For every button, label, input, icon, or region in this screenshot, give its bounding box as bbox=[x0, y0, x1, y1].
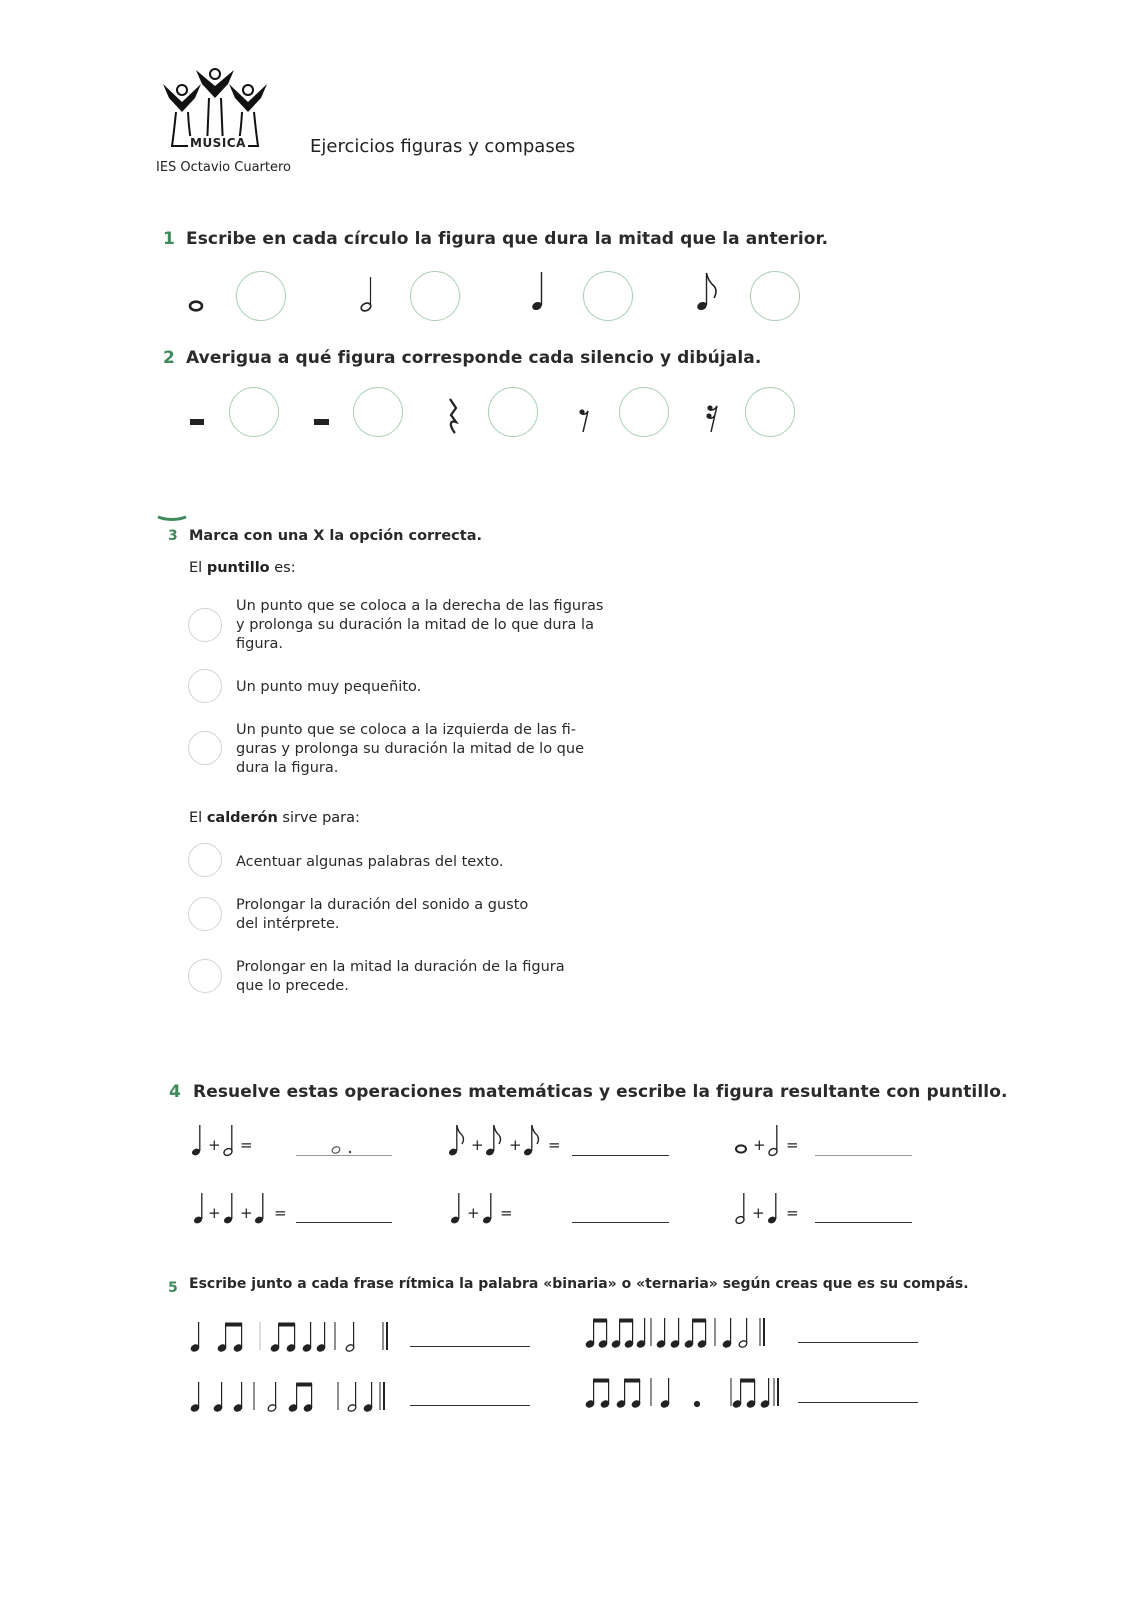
puntillo-option-2-checkbox[interactable] bbox=[188, 669, 222, 703]
puntillo-option-1: Un punto que se coloca a la derecha de las figuras y prolonga su duración la mitad de lo que dura la figura. bbox=[236, 598, 604, 652]
operation-5: + = bbox=[449, 1190, 529, 1230]
half-note-icon bbox=[734, 1192, 748, 1226]
quarter-note-icon bbox=[190, 1124, 204, 1158]
half-note-icon bbox=[767, 1124, 781, 1158]
question-5-text: Escribe junto a cada frase rítmica la palabra «binaria» o «ternaria» según creas que es su compás. bbox=[189, 1276, 969, 1292]
eighth-note-icon bbox=[522, 1124, 540, 1158]
logo-label: MUSICA bbox=[190, 136, 246, 150]
rhythm-answer-line-4[interactable] bbox=[798, 1402, 918, 1403]
answer-line-2[interactable] bbox=[572, 1155, 669, 1156]
school-name: IES Octavio Cuartero bbox=[156, 160, 292, 175]
answer-line-5[interactable] bbox=[572, 1222, 669, 1223]
rest-answer-circle-2[interactable] bbox=[353, 387, 403, 437]
puntillo-option-1-checkbox[interactable] bbox=[188, 608, 222, 642]
whole-note-icon bbox=[734, 1143, 750, 1155]
logo bbox=[155, 62, 275, 162]
answer-circle-2[interactable] bbox=[410, 271, 460, 321]
question-4-text: Resuelve estas operaciones matemáticas y escribe la figura resultante con puntillo. bbox=[193, 1082, 1008, 1102]
answer-circle-1[interactable] bbox=[236, 271, 286, 321]
eighth-rest-icon bbox=[578, 408, 592, 434]
eighth-note-icon bbox=[447, 1124, 465, 1158]
whole-rest-icon bbox=[190, 418, 210, 428]
quarter-note-icon bbox=[766, 1192, 780, 1226]
rest-answer-circle-5[interactable] bbox=[745, 387, 795, 437]
answer-line-6[interactable] bbox=[815, 1222, 912, 1223]
question-5-number: 5 bbox=[168, 1280, 178, 1296]
half-note-icon bbox=[222, 1124, 236, 1158]
calderon-prompt: El calderón sirve para: bbox=[189, 810, 360, 826]
question-3-text: Marca con una X la opción correcta. bbox=[189, 528, 482, 544]
rhythm-answer-line-3[interactable] bbox=[410, 1405, 530, 1406]
green-tab-decoration bbox=[158, 516, 188, 522]
quarter-rest-icon bbox=[446, 398, 462, 434]
rest-answer-circle-3[interactable] bbox=[488, 387, 538, 437]
calderon-option-3-checkbox[interactable] bbox=[188, 959, 222, 993]
rest-answer-circle-1[interactable] bbox=[229, 387, 279, 437]
page-title: Ejercicios figuras y compases bbox=[310, 136, 576, 157]
rhythm-phrase-3 bbox=[190, 1376, 400, 1416]
rhythm-answer-line-1[interactable] bbox=[410, 1346, 530, 1347]
rhythm-phrase-2 bbox=[585, 1312, 785, 1352]
operation-1: + = bbox=[190, 1122, 390, 1162]
quarter-note-icon bbox=[449, 1192, 463, 1226]
puntillo-option-2: Un punto muy pequeñito. bbox=[236, 679, 422, 695]
calderon-option-2: Prolongar la duración del sonido a gusto del intérprete. bbox=[236, 897, 529, 932]
quarter-note-icon bbox=[253, 1192, 267, 1226]
answer-circle-3[interactable] bbox=[583, 271, 633, 321]
puntillo-option-3: Un punto que se coloca a la izquierda de las fi- guras y prolonga su duración la mitad de lo que dura la figura. bbox=[236, 722, 584, 776]
puntillo-prompt: El puntillo es: bbox=[189, 560, 296, 576]
calderon-option-3: Prolongar en la mitad la duración de la figura que lo precede. bbox=[236, 959, 565, 994]
operation-3: + = bbox=[734, 1122, 814, 1162]
calderon-option-1-checkbox[interactable] bbox=[188, 843, 222, 877]
question-2-number: 2 bbox=[163, 348, 175, 368]
question-4-number: 4 bbox=[169, 1082, 181, 1102]
calderon-option-2-checkbox[interactable] bbox=[188, 897, 222, 931]
answer-line-3[interactable] bbox=[815, 1155, 912, 1156]
rhythm-answer-line-2[interactable] bbox=[798, 1342, 918, 1343]
dotted-half-note-answer-icon bbox=[330, 1144, 360, 1156]
half-note-icon bbox=[358, 275, 378, 315]
eighth-note-icon bbox=[694, 270, 720, 314]
puntillo-option-3-checkbox[interactable] bbox=[188, 731, 222, 765]
quarter-note-icon bbox=[222, 1192, 236, 1226]
answer-circle-4[interactable] bbox=[750, 271, 800, 321]
quarter-note-icon bbox=[192, 1192, 206, 1226]
question-3-number: 3 bbox=[168, 528, 178, 544]
question-2-text: Averigua a qué figura corresponde cada silencio y dibújala. bbox=[186, 348, 762, 368]
quarter-note-icon bbox=[481, 1192, 495, 1226]
calderon-option-1: Acentuar algunas palabras del texto. bbox=[236, 854, 504, 870]
question-1-text: Escribe en cada círculo la figura que dura la mitad que la anterior. bbox=[186, 229, 829, 249]
operation-4: + + = bbox=[192, 1190, 302, 1230]
rhythm-phrase-1 bbox=[190, 1316, 400, 1356]
sixteenth-rest-icon bbox=[705, 404, 721, 434]
answer-line-4[interactable] bbox=[296, 1222, 392, 1223]
rest-answer-circle-4[interactable] bbox=[619, 387, 669, 437]
eighth-note-icon bbox=[484, 1124, 502, 1158]
rhythm-phrase-4 bbox=[585, 1372, 785, 1412]
half-rest-icon bbox=[314, 418, 334, 428]
quarter-note-icon bbox=[529, 270, 549, 314]
operation-2: + + = bbox=[447, 1122, 577, 1162]
operation-6: + = bbox=[734, 1190, 814, 1230]
question-1-number: 1 bbox=[163, 229, 175, 249]
whole-note-icon bbox=[188, 299, 208, 313]
